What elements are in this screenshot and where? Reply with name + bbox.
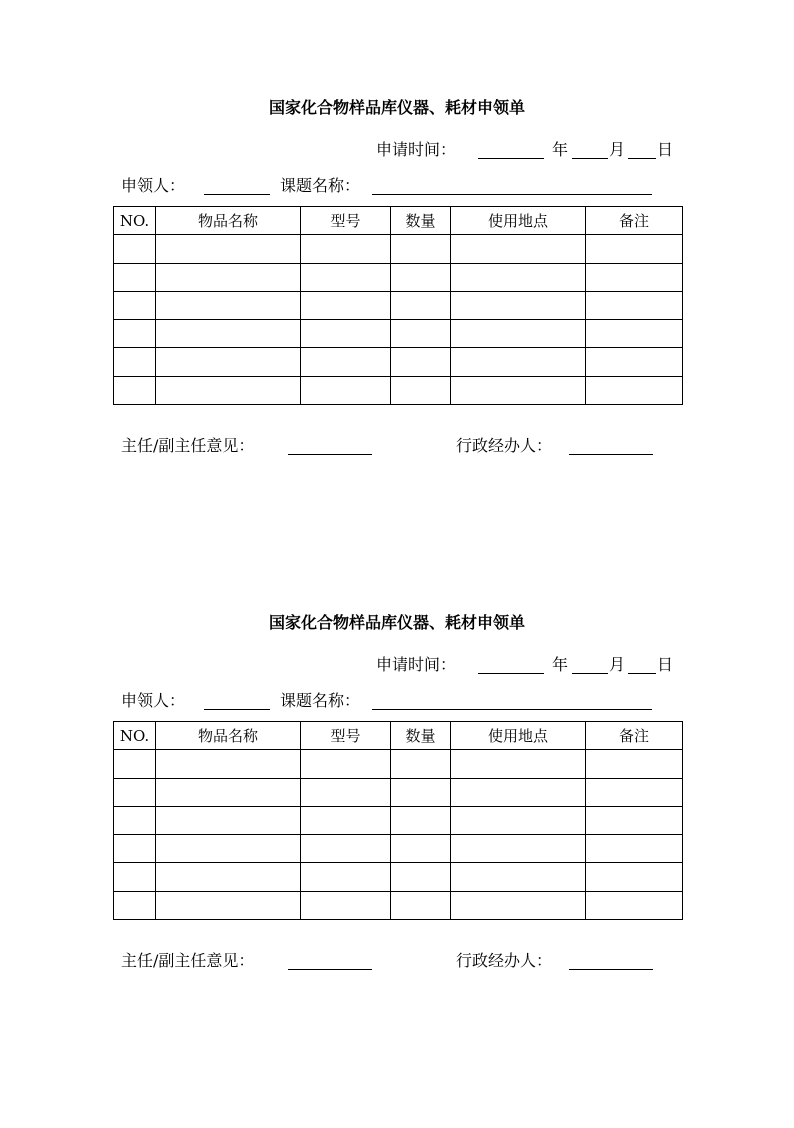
cell-quantity[interactable] bbox=[391, 891, 451, 919]
table-row bbox=[114, 750, 683, 778]
day-field[interactable] bbox=[628, 673, 656, 674]
table-row bbox=[114, 863, 683, 891]
cell-item-name[interactable] bbox=[156, 263, 301, 291]
cell-location[interactable] bbox=[451, 778, 586, 806]
items-table bbox=[113, 721, 683, 920]
cell-model[interactable] bbox=[301, 263, 391, 291]
cell-remarks[interactable] bbox=[586, 235, 683, 263]
cell-location[interactable] bbox=[451, 263, 586, 291]
apply-date-field[interactable] bbox=[478, 673, 544, 674]
day-label: 日 bbox=[657, 140, 674, 159]
col-header-location: 使用地点 bbox=[451, 722, 586, 750]
cell-item-name[interactable] bbox=[156, 376, 301, 404]
admin-handler-field[interactable] bbox=[569, 969, 653, 970]
director-opinion-label: 主任/副主任意见： bbox=[121, 436, 255, 455]
cell-no[interactable] bbox=[114, 235, 156, 263]
cell-location[interactable] bbox=[451, 835, 586, 863]
cell-remarks[interactable] bbox=[586, 806, 683, 834]
cell-quantity[interactable] bbox=[391, 835, 451, 863]
cell-quantity[interactable] bbox=[391, 376, 451, 404]
cell-no[interactable] bbox=[114, 891, 156, 919]
form-title: 国家化合物样品库仪器、耗材申领单 bbox=[268, 613, 525, 632]
cell-location[interactable] bbox=[451, 235, 586, 263]
cell-item-name[interactable] bbox=[156, 891, 301, 919]
cell-model[interactable] bbox=[301, 291, 391, 319]
apply-time-label: 申请时间： bbox=[376, 140, 457, 159]
cell-remarks[interactable] bbox=[586, 320, 683, 348]
cell-quantity[interactable] bbox=[391, 863, 451, 891]
items-table bbox=[113, 206, 683, 405]
admin-handler-label: 行政经办人： bbox=[456, 436, 553, 455]
month-label: 月 bbox=[609, 655, 626, 674]
table-row bbox=[114, 376, 683, 404]
cell-item-name[interactable] bbox=[156, 320, 301, 348]
table-header-row bbox=[114, 207, 683, 235]
table-row bbox=[114, 348, 683, 376]
col-header-no: NO. bbox=[114, 207, 156, 235]
cell-quantity[interactable] bbox=[391, 778, 451, 806]
cell-model[interactable] bbox=[301, 891, 391, 919]
cell-no[interactable] bbox=[114, 263, 156, 291]
cell-item-name[interactable] bbox=[156, 348, 301, 376]
cell-remarks[interactable] bbox=[586, 778, 683, 806]
col-header-item-name: 物品名称 bbox=[156, 722, 301, 750]
cell-model[interactable] bbox=[301, 778, 391, 806]
table-row bbox=[114, 891, 683, 919]
col-header-remarks: 备注 bbox=[586, 207, 683, 235]
cell-no[interactable] bbox=[114, 320, 156, 348]
requisition-form-2 bbox=[0, 613, 794, 1128]
cell-item-name[interactable] bbox=[156, 235, 301, 263]
cell-item-name[interactable] bbox=[156, 750, 301, 778]
cell-location[interactable] bbox=[451, 891, 586, 919]
col-header-location: 使用地点 bbox=[451, 207, 586, 235]
cell-model[interactable] bbox=[301, 320, 391, 348]
cell-quantity[interactable] bbox=[391, 263, 451, 291]
cell-no[interactable] bbox=[114, 778, 156, 806]
col-header-no: NO. bbox=[114, 722, 156, 750]
cell-model[interactable] bbox=[301, 806, 391, 834]
table-row bbox=[114, 778, 683, 806]
cell-remarks[interactable] bbox=[586, 891, 683, 919]
cell-item-name[interactable] bbox=[156, 835, 301, 863]
cell-model[interactable] bbox=[301, 863, 391, 891]
cell-quantity[interactable] bbox=[391, 750, 451, 778]
col-header-item-name: 物品名称 bbox=[156, 207, 301, 235]
col-header-model: 型号 bbox=[301, 207, 391, 235]
cell-location[interactable] bbox=[451, 376, 586, 404]
cell-model[interactable] bbox=[301, 835, 391, 863]
year-label: 年 bbox=[552, 140, 569, 159]
table-row bbox=[114, 835, 683, 863]
cell-remarks[interactable] bbox=[586, 750, 683, 778]
cell-item-name[interactable] bbox=[156, 863, 301, 891]
requisition-form-1 bbox=[0, 98, 794, 613]
cell-location[interactable] bbox=[451, 320, 586, 348]
admin-handler-field[interactable] bbox=[569, 454, 653, 455]
cell-remarks[interactable] bbox=[586, 263, 683, 291]
cell-no[interactable] bbox=[114, 376, 156, 404]
cell-no[interactable] bbox=[114, 863, 156, 891]
table-row bbox=[114, 235, 683, 263]
cell-quantity[interactable] bbox=[391, 320, 451, 348]
cell-remarks[interactable] bbox=[586, 863, 683, 891]
project-field[interactable] bbox=[372, 709, 652, 710]
col-header-model: 型号 bbox=[301, 722, 391, 750]
cell-location[interactable] bbox=[451, 750, 586, 778]
cell-quantity[interactable] bbox=[391, 348, 451, 376]
cell-quantity[interactable] bbox=[391, 806, 451, 834]
form-title: 国家化合物样品库仪器、耗材申领单 bbox=[268, 98, 525, 117]
cell-location[interactable] bbox=[451, 291, 586, 319]
table-row bbox=[114, 320, 683, 348]
project-label: 课题名称： bbox=[280, 176, 361, 195]
applicant-field[interactable] bbox=[204, 194, 270, 195]
project-field[interactable] bbox=[372, 194, 652, 195]
month-label: 月 bbox=[609, 140, 626, 159]
table-row bbox=[114, 263, 683, 291]
cell-item-name[interactable] bbox=[156, 291, 301, 319]
day-field[interactable] bbox=[628, 158, 656, 159]
applicant-field[interactable] bbox=[204, 709, 270, 710]
month-field[interactable] bbox=[572, 673, 608, 674]
year-label: 年 bbox=[552, 655, 569, 674]
cell-remarks[interactable] bbox=[586, 376, 683, 404]
table-row bbox=[114, 291, 683, 319]
cell-location[interactable] bbox=[451, 806, 586, 834]
director-opinion-field[interactable] bbox=[288, 454, 372, 455]
cell-location[interactable] bbox=[451, 863, 586, 891]
table-row bbox=[114, 806, 683, 834]
cell-no[interactable] bbox=[114, 348, 156, 376]
cell-model[interactable] bbox=[301, 376, 391, 404]
cell-quantity[interactable] bbox=[391, 291, 451, 319]
month-field[interactable] bbox=[572, 158, 608, 159]
cell-no[interactable] bbox=[114, 750, 156, 778]
cell-quantity[interactable] bbox=[391, 235, 451, 263]
cell-no[interactable] bbox=[114, 806, 156, 834]
cell-model[interactable] bbox=[301, 750, 391, 778]
table-header-row bbox=[114, 722, 683, 750]
cell-model[interactable] bbox=[301, 348, 391, 376]
cell-item-name[interactable] bbox=[156, 778, 301, 806]
cell-model[interactable] bbox=[301, 235, 391, 263]
col-header-quantity: 数量 bbox=[391, 722, 451, 750]
cell-remarks[interactable] bbox=[586, 835, 683, 863]
col-header-quantity: 数量 bbox=[391, 207, 451, 235]
applicant-label: 申领人： bbox=[121, 691, 186, 710]
cell-remarks[interactable] bbox=[586, 348, 683, 376]
cell-remarks[interactable] bbox=[586, 291, 683, 319]
director-opinion-field[interactable] bbox=[288, 969, 372, 970]
project-label: 课题名称： bbox=[280, 691, 361, 710]
cell-location[interactable] bbox=[451, 348, 586, 376]
cell-item-name[interactable] bbox=[156, 806, 301, 834]
cell-no[interactable] bbox=[114, 835, 156, 863]
director-opinion-label: 主任/副主任意见： bbox=[121, 951, 255, 970]
apply-date-field[interactable] bbox=[478, 158, 544, 159]
day-label: 日 bbox=[657, 655, 674, 674]
applicant-label: 申领人： bbox=[121, 176, 186, 195]
admin-handler-label: 行政经办人： bbox=[456, 951, 553, 970]
apply-time-label: 申请时间： bbox=[376, 655, 457, 674]
cell-no[interactable] bbox=[114, 291, 156, 319]
col-header-remarks: 备注 bbox=[586, 722, 683, 750]
